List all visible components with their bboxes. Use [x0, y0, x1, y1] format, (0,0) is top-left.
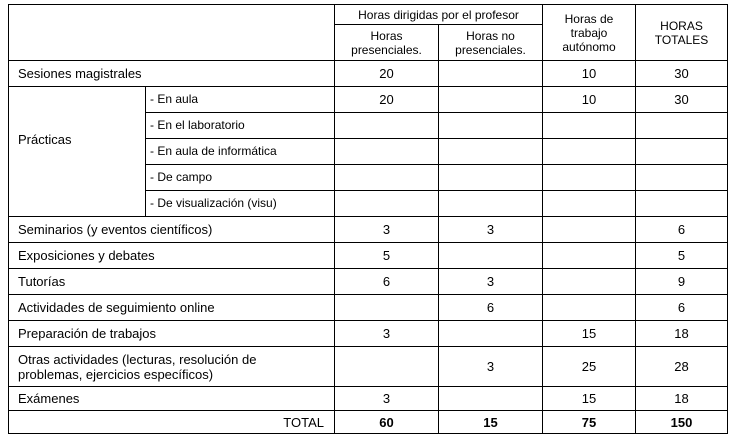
header-totales	[636, 5, 728, 61]
header-totales-line1: HORAS	[660, 18, 703, 33]
cell-no-presenciales	[439, 243, 543, 269]
cell-presenciales: 20	[335, 61, 439, 87]
cell-presenciales: 3	[335, 217, 439, 243]
header-presenciales	[335, 25, 439, 61]
header-autonomo-line3: autónomo	[562, 39, 616, 54]
cell-autonomo	[543, 295, 636, 321]
cell-total: 30	[636, 87, 728, 113]
row-label: Exposiciones y debates	[9, 243, 335, 269]
cell-no-presenciales	[439, 113, 543, 139]
table-row	[9, 387, 728, 411]
row-label: Preparación de trabajos	[9, 321, 335, 347]
cell-autonomo: 10	[543, 61, 636, 87]
total-label: TOTAL	[9, 411, 335, 434]
total-no-presenciales: 15	[439, 411, 543, 434]
cell-total: 6	[636, 217, 728, 243]
cell-no-presenciales	[439, 165, 543, 191]
cell-total: 18	[636, 387, 728, 411]
cell-no-presenciales: 3	[439, 217, 543, 243]
cell-presenciales	[335, 113, 439, 139]
cell-no-presenciales	[439, 139, 543, 165]
table-row	[9, 87, 728, 113]
total-row	[9, 411, 728, 434]
total-total: 150	[636, 411, 728, 434]
table-row	[9, 347, 728, 387]
cell-autonomo: 15	[543, 387, 636, 411]
cell-autonomo: 25	[543, 347, 636, 387]
row-sublabel: - De campo	[146, 165, 335, 191]
row-label	[9, 347, 335, 387]
row-label: Tutorías	[9, 269, 335, 295]
cell-no-presenciales	[439, 191, 543, 217]
row-label: Actividades de seguimiento online	[9, 295, 335, 321]
cell-presenciales: 5	[335, 243, 439, 269]
cell-total	[636, 113, 728, 139]
cell-presenciales	[335, 165, 439, 191]
row-label-line2: problemas, ejercicios específicos)	[18, 366, 214, 382]
cell-presenciales: 3	[335, 321, 439, 347]
cell-autonomo: 15	[543, 321, 636, 347]
practicas-label: Prácticas	[9, 87, 146, 217]
row-label: Exámenes	[9, 387, 335, 411]
table-row	[9, 321, 728, 347]
table-row	[9, 217, 728, 243]
cell-presenciales	[335, 347, 439, 387]
row-sublabel: - En el laboratorio	[146, 113, 335, 139]
cell-no-presenciales	[439, 321, 543, 347]
cell-total: 9	[636, 269, 728, 295]
total-autonomo: 75	[543, 411, 636, 434]
cell-autonomo	[543, 139, 636, 165]
cell-total: 5	[636, 243, 728, 269]
row-label: Sesiones magistrales	[9, 61, 335, 87]
header-no-presenciales-line2: presenciales.	[455, 42, 526, 57]
row-sublabel: - De visualización (visu)	[146, 191, 335, 217]
row-sublabel: - En aula	[146, 87, 335, 113]
cell-autonomo	[543, 113, 636, 139]
header-autonomo-line1: Horas de	[564, 11, 614, 26]
cell-autonomo	[543, 269, 636, 295]
header-presenciales-line1: Horas	[370, 28, 403, 43]
cell-autonomo	[543, 243, 636, 269]
cell-presenciales: 20	[335, 87, 439, 113]
header-empty-cell	[9, 5, 335, 61]
header-autonomo-line2: trabajo	[570, 25, 608, 40]
hours-table	[8, 4, 728, 434]
total-presenciales: 60	[335, 411, 439, 434]
cell-total: 6	[636, 295, 728, 321]
cell-autonomo	[543, 165, 636, 191]
cell-no-presenciales	[439, 87, 543, 113]
header-no-presenciales-line1: Horas no	[466, 28, 515, 43]
cell-no-presenciales: 6	[439, 295, 543, 321]
cell-total	[636, 165, 728, 191]
header-presenciales-line2: presenciales.	[351, 42, 422, 57]
table-row	[9, 295, 728, 321]
cell-autonomo	[543, 191, 636, 217]
table-row	[9, 61, 728, 87]
cell-autonomo	[543, 217, 636, 243]
cell-autonomo: 10	[543, 87, 636, 113]
cell-presenciales	[335, 139, 439, 165]
header-totales-line2: TOTALES	[654, 32, 709, 47]
cell-presenciales	[335, 191, 439, 217]
header-autonomo	[543, 5, 636, 61]
cell-no-presenciales: 3	[439, 347, 543, 387]
header-no-presenciales	[439, 25, 543, 61]
cell-no-presenciales	[439, 387, 543, 411]
cell-no-presenciales: 3	[439, 269, 543, 295]
cell-total	[636, 191, 728, 217]
cell-total	[636, 139, 728, 165]
header-dirigidas: Horas dirigidas por el profesor	[335, 5, 543, 25]
row-label: Seminarios (y eventos científicos)	[9, 217, 335, 243]
cell-total: 28	[636, 347, 728, 387]
cell-total: 18	[636, 321, 728, 347]
row-sublabel: - En aula de informática	[146, 139, 335, 165]
table-row	[9, 243, 728, 269]
cell-presenciales	[335, 295, 439, 321]
table-row	[9, 269, 728, 295]
cell-total: 30	[636, 61, 728, 87]
cell-presenciales: 3	[335, 387, 439, 411]
cell-no-presenciales	[439, 61, 543, 87]
cell-presenciales: 6	[335, 269, 439, 295]
row-label-line1: Otras actividades (lecturas, resolución de	[18, 351, 257, 367]
